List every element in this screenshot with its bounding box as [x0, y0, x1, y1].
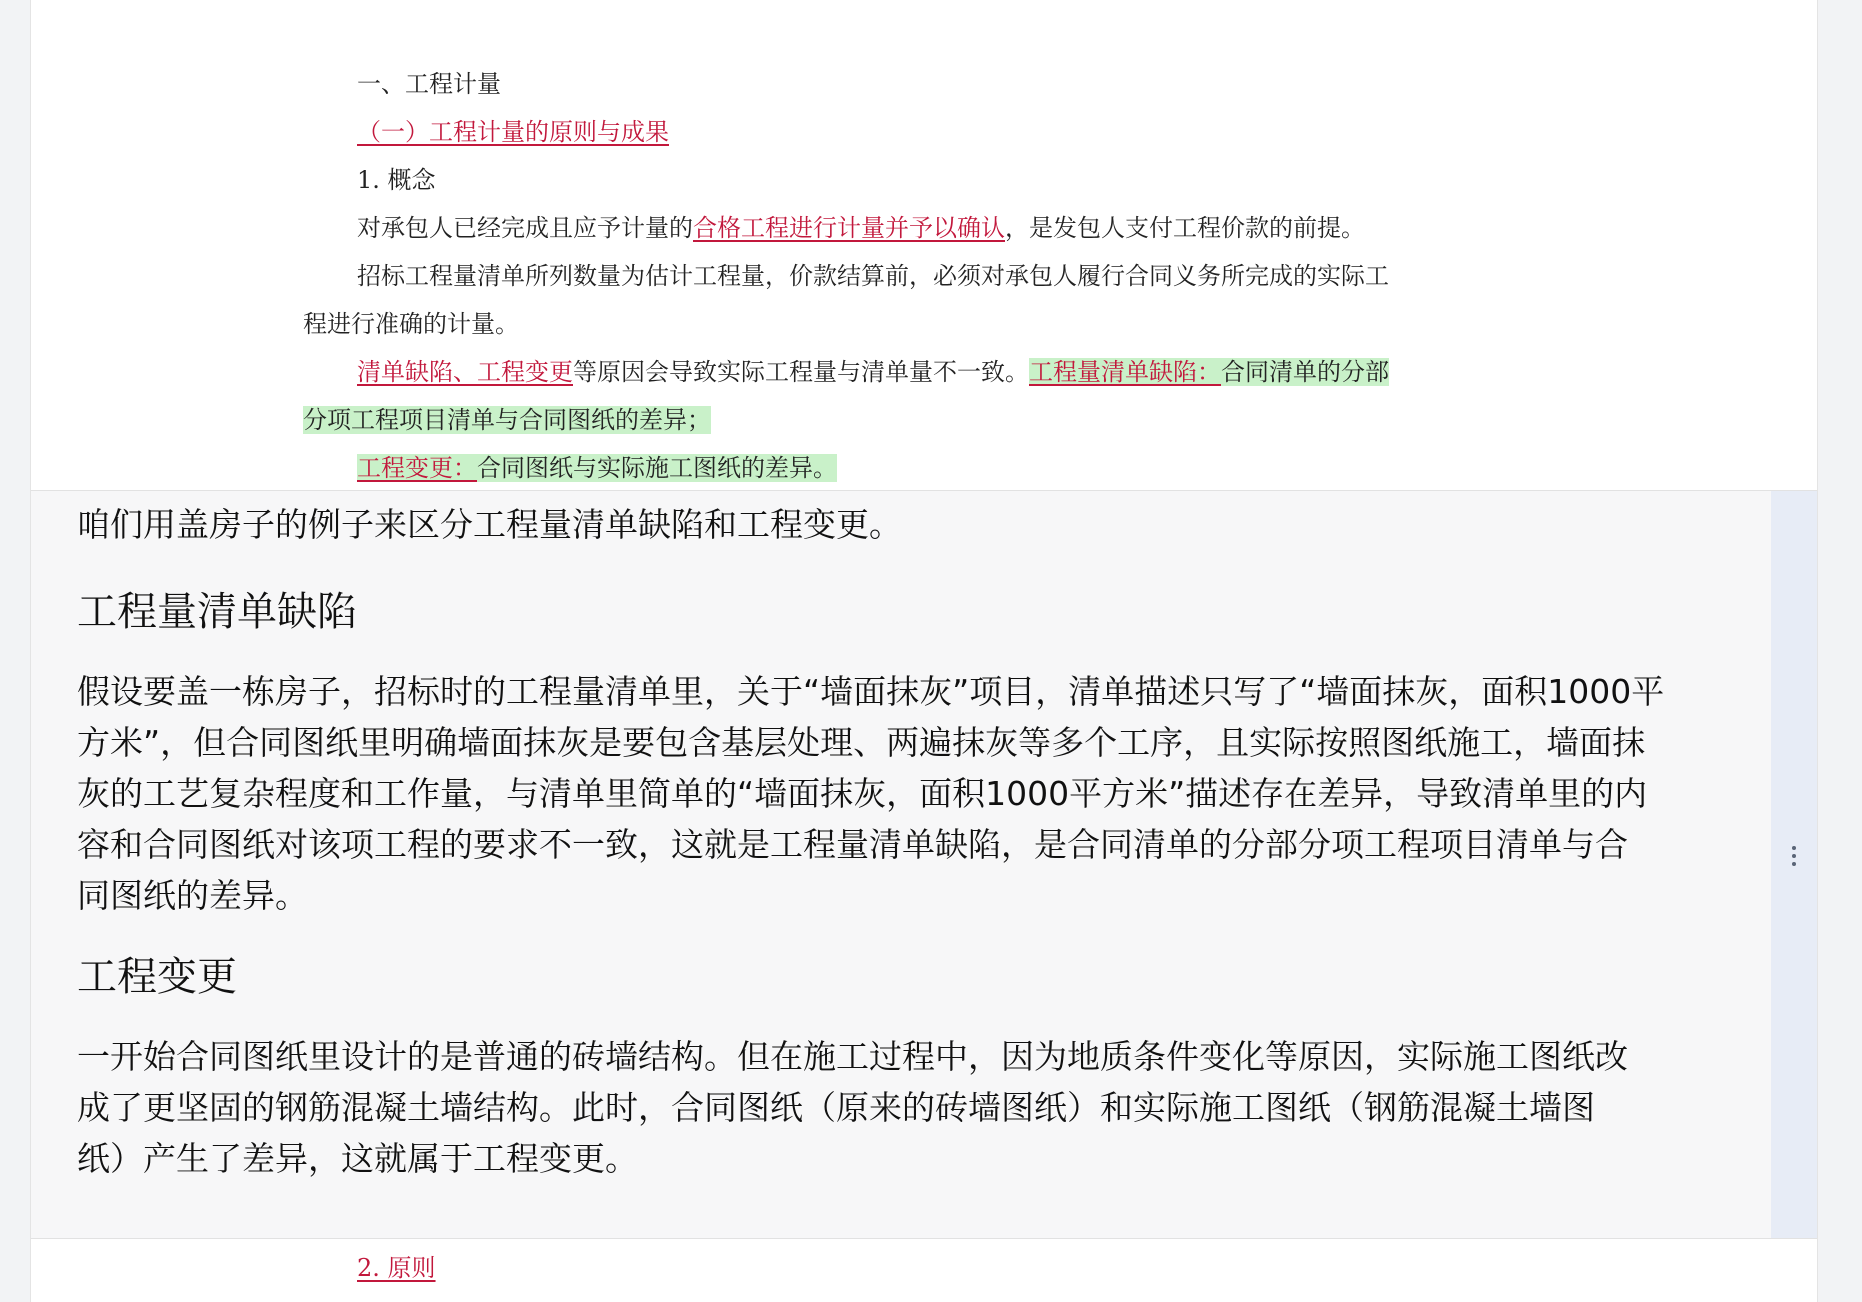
more-vertical-icon[interactable] — [1788, 846, 1800, 886]
document-top-section — [31, 0, 1817, 490]
note-line: 同图纸的差异。 — [77, 876, 308, 915]
paragraph-2-line-2: 程进行准确的计量。 — [303, 310, 519, 338]
document-bottom-section — [31, 1238, 1817, 1302]
note-line: 纸）产生了差异，这就属于工程变更。 — [77, 1139, 638, 1178]
item-1-heading: 1. 概念 — [357, 166, 436, 194]
subsection-title-link[interactable]: （一）工程计量的原则与成果 — [357, 118, 669, 146]
document-page — [30, 0, 1818, 1302]
note-heading-list-defect: 工程量清单缺陷 — [77, 589, 357, 635]
note-intro: 咱们用盖房子的例子来区分工程量清单缺陷和工程变更。 — [77, 505, 902, 544]
change-definition: 合同图纸与实际施工图纸的差异。 — [477, 454, 837, 482]
change-term: 工程变更： — [357, 454, 477, 482]
note-line: 成了更坚固的钢筋混凝土墙结构。此时，合同图纸（原来的砖墙图纸）和实际施工图纸（钢筋混凝土墙图 — [77, 1088, 1595, 1127]
subsection-title[interactable] — [357, 114, 669, 150]
paragraph-4 — [357, 450, 837, 486]
paragraph-1-text: 对承包人已经完成且应予计量的 — [357, 214, 693, 242]
list-defect-definition: 合同清单的分部 — [1221, 358, 1389, 386]
note-paragraph-change — [77, 1031, 1797, 1184]
note-line: 假设要盖一栋房子，招标时的工程量清单里，关于“墙面抹灰”项目，清单描述只写了“墙面抹灰，面积1000平 — [77, 672, 1665, 711]
paragraph-2-line-1: 招标工程量清单所列数量为估计工程量，价款结算前，必须对承包人履行合同义务所完成的实际工 — [357, 262, 1389, 290]
note-line: 容和合同图纸对该项工程的要求不一致，这就是工程量清单缺陷，是合同清单的分部分项工程项目清单与合 — [77, 825, 1628, 864]
note-line: 方米”，但合同图纸里明确墙面抹灰是要包含基层处理、两遍抹灰等多个工序，且实际按照图纸施工，墙面抹 — [77, 723, 1646, 762]
paragraph-1-highlight: 合格工程进行计量并予以确认 — [693, 214, 1005, 242]
list-defect-definition-cont: 分项工程项目清单与合同图纸的差异； — [303, 406, 711, 434]
note-line: 一开始合同图纸里设计的是普通的砖墙结构。但在施工过程中，因为地质条件变化等原因，实际施工图纸改 — [77, 1037, 1628, 1076]
note-side-strip[interactable] — [1771, 491, 1817, 1238]
item-2-heading[interactable] — [357, 1250, 436, 1286]
list-defect-term: 工程量清单缺陷： — [1029, 358, 1221, 386]
paragraph-1 — [357, 210, 1365, 246]
paragraph-3-text: 等原因会导致实际工程量与清单量不一致。 — [573, 358, 1029, 386]
section-title: 一、工程计量 — [357, 70, 501, 98]
paragraph-4-highlight — [357, 454, 837, 482]
paragraph-3-highlight — [1029, 358, 1389, 386]
note-line: 灰的工艺复杂程度和工作量，与清单里简单的“墙面抹灰，面积1000平方米”描述存在差异，导致清单里的内 — [77, 774, 1648, 813]
item-2-link[interactable]: 2. 原则 — [357, 1254, 436, 1282]
explanation-note-panel — [31, 490, 1817, 1239]
paragraph-3-line-1 — [357, 354, 1389, 390]
paragraph-3-red-term: 清单缺陷、工程变更 — [357, 358, 573, 386]
note-paragraph-list-defect — [77, 666, 1797, 921]
paragraph-1-text-end: ，是发包人支付工程价款的前提。 — [1005, 214, 1365, 242]
paragraph-3-line-2 — [303, 402, 711, 438]
note-heading-change: 工程变更 — [77, 954, 237, 1000]
